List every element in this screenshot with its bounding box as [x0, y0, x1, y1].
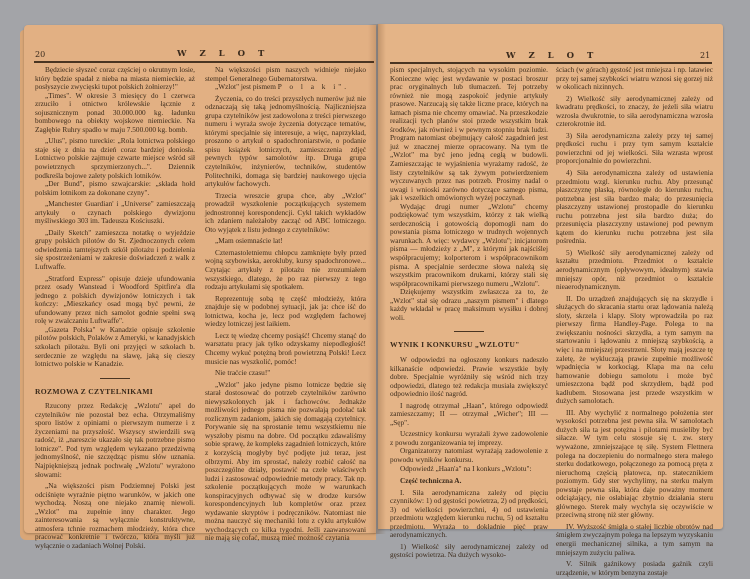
paragraph: I nagrodę otrzymał „Haan", którego odpowiedź zamieszczamy; II — otrzymał „Wicher"; III — „Sęp". — [390, 400, 548, 427]
right-page-column-2 — [556, 66, 713, 577]
paragraph: „Ulus", pismo tureckie: „Rola lotnictwa polskiego staje się z dnia na dzień coraz bardziej doniosła. Lotnictwo polskie zajmuje czwarte miejsce wśród sił powietrznych sprzymierzonych...". Dziennik podkreśla bojowe zalety polskich lotników. — [35, 136, 195, 180]
paragraph: 1) Wielkość siły aerodynamicznej zależy od gęstości powietrza. Na dużych wysoko- — [390, 541, 548, 560]
header-rule-right — [390, 62, 712, 64]
paragraph: Na większości pism naszych widnieje niejako stempel Generalnego Gubernatorstwa. — [205, 65, 366, 83]
quoted-paragraph: „Na większości pism Podziemnej Polski jest odciśnięte wyraźnie piętno warunków, w jakich one wychodzą. Noszą one niejako znamię niewoli. „Wzlot" ma zupełnie inny charakter. Jego zainteresowania są wyłącznie konstruktywne, atmosfera tchnie rozmachem młodzieży, która chce pracować konkretnie i twórczo, która myśli już wyłącznie o zadaniach Wolnej Polski. — [35, 481, 195, 550]
page-number-right: 21 — [700, 51, 711, 60]
spaced-word: P o l a k i". — [277, 82, 350, 92]
paragraph: 3) Siła aerodynamiczna zależy przy tej samej prędkości ruchu i przy tym samym kształcie powierzchni od jej wielkości. Siła wzrasta wprost proporcjonalnie do powierzchni. — [556, 130, 713, 166]
left-page-column-1 — [35, 66, 195, 550]
paragraph: I. Siła aerodynamiczna zależy od pięciu czynników: 1) od gęstości powietrza, 2) od prędkości, 3) od wielkości powierzchni, 4) od ustawienia przedmiotu względem kierunku ruchu, 5) od kształtu przedmiotu. Wyraża to dokładnie pięć praw aerodynamicznych. — [390, 487, 548, 540]
paragraph: ściach (w górach) gęstość jest mniejsza i np. latawiec przy tej samej szybkości wiatru wznosi się gorzej niż w okolicach nizinnych. — [556, 65, 713, 92]
paragraph: Odpowiedź „Haan'a" na I konkurs „Wzlotu": — [400, 463, 532, 473]
paragraph: W odpowiedzi na ogłoszony konkurs nadeszło kilkanaście odpowiedzi. Prawie wszystkie były dobre. Specjalnie wyróżniły się wśród nich trzy odpowiedzi, dlatego też redakcja musiała zwiększyć odpowiednio ilość nagród. — [390, 354, 548, 399]
paragraph: „Gazeta Polska" w Kanadzie opisuje szkolenie pilotów polskich, Polaków z Ameryki, w kanadyjskich szkołach pilotażu. Byli oni przyjęci w szkołach b. serdecznie ze względu na sławę, jaką się cieszy lotnictwo polskie w Kanadzie. — [35, 324, 195, 369]
section-divider — [100, 378, 130, 379]
paragraph: Trzecia wreszcie grupa chce, aby „Wzlot" prowadził wyszkolenie początkujących systemem jednostronnej korespondencji. Cykl takich wykładów ich zdaniem należałoby zacząć od ABC lotniczego. Oto wyjątek z listu jednego z czytelników: — [205, 190, 366, 234]
paragraph: V. Silnik gaźnikowy posiada gaźnik czyli urządzenie, w którym benzyna zostaje — [556, 559, 713, 577]
page-number-left: 20 — [35, 50, 46, 59]
left-page — [24, 25, 376, 550]
paragraph: Wydając drugi numer „Wzlotu" chcemy podziękować tym wszystkim, którzy z tak wielką serdecznością i gotowością dopomogli nam do powstania pisma lotniczego w trudnych wojennych warunkach. A więc: wydawcy „Wzlotu"; inicjatorom pisma — młodzieży z „M", z którymi jak najściślej współpracujemy; kolporterom i współpracownikom pisma. A specjalnie serdeczne słowa należą się wszystkim pracownikom drukarni, którzy stali się współpracownikami pierwszego numeru „Wzlotu". — [390, 201, 548, 288]
paragraph: 5) Wielkość siły aerodynamicznej zależy od kształtu przedmiotu. Przedmiot o kształcie aerodynamicznym (opływowym, idealnym) stawia mniejszy opór, niż przedmiot o kształcie nieaerodynamicznym. — [556, 247, 713, 292]
text: „Wzlot" jest pismem — [215, 82, 276, 92]
paragraph: Czternastoletniemu chłopcu zamknięte były przed wojną szybowiska, aerokluby, kursy spadochronowe... Czytając artykuły z pilotażu nie zrozumiałem wszystkiego, dlatego, że po raz pierwszy z tego rodzaju artykułami się spotkałem. — [205, 247, 366, 292]
running-title-right: W Z L O T — [506, 51, 599, 61]
paragraph: Życzenia, co do treści przyszłych numerów już nie odznaczają się taką jednomyślnością. Najliczniejsza grupa czytelników jest zadowolona z treści pierwszego numeru i wyraża swoje życzenia dotyczące tematów, którymi specjalnie się interesuje, a więc, naprzykład, proszono o artykuł o spadochroniarstwie, o podanie spisu książek lotniczych, zamieszczenia zdjęć pewnych typów samolotów itp. Druga grupa czytelników, inżynierów, techników, studentów Politechniki, domaga się bardziej naukowego ujęcia artykułów fachowych. — [205, 93, 366, 189]
left-page-column-2 — [205, 66, 366, 543]
paragraph — [205, 83, 366, 92]
right-page-column-1 — [390, 66, 548, 560]
paragraph: „Times". W okresie 3 miesięcy do 1 czerwca zrzuciło i otnictwo królewskie łącznie z sojusznicznym ponad 30.000.000 kg. ładunku bombowego na obiekty wojskowe niemieckie. Na Zagłębie Ruhry spadło w maju 7.500.000 kg. bomb. — [35, 90, 195, 134]
spine-gutter — [368, 24, 386, 534]
paragraph: „Daily Sketch" zamieszcza notatkę o wyjeździe grupy polskich pilotów do St. Zjednoczonych celem odwiedzenia tamtejszych szkół pilotażu i podzielenia się spostrzeżeniami w zakresie doświadczeń z walk z Luftwaffe. — [35, 227, 195, 272]
paragraph: Lecz tę wiedzę chcemy posiąść! Chcemy stanąć do warsztatu pracy jak tylko odzyskamy niepodległość! Chcemy wykuć potężną broń powietrzną Polski! Lecz musicie nas wyszkolić, pomóc! — [205, 330, 366, 366]
running-title-left: W Z L O T — [177, 49, 270, 59]
paragraph: Uczestnicy konkursu wyrażali żywe zadowolenie z powodu zorganizowania tej imprezy. — [390, 429, 548, 447]
section-divider — [454, 331, 484, 332]
paragraph: „Manchester Guardian' i „Universe" zamieszczają artykuły o czynach polskiego dywizjonu myśliwskiego 303 im. Tadeusza Kościuszki. — [35, 199, 195, 226]
paragraph: „Mam osiemnaście lat! — [215, 236, 283, 246]
paragraph: Dziękujemy wszystkim zwłaszcza za to, że „Wzlot" stał się odrazu „naszym pismem" i dlatego każdy wkładał w pracę maksimum wysiłku i dobrej woli. — [390, 287, 548, 322]
paragraph: II. Do urządzeń znajdujących się na skrzydle i służących do skracania startu oraz lądowania należą sloty, skrzela i klapy. Sloty wprowadziła po raz pierwszy firma Handley-Page. Polega to na zwiększaniu nośności skrzydła, a tym samym na startowaniu i lądowaniu z mniejszą szybkością, a więc i na mniejszej przestrzeni. Sloty mają jeszcze tę zaletę, że wykluczają prawie zupełnie możliwość wpadnięcia w korkociąg. Klapa ma na celu hamowanie dobiegu samolotu i może być umieszczona bądź pod skrzydłem, bądź pod kadłubem. Stosowana jest przede wszystkim w dużych samolotach. — [556, 293, 713, 406]
section-heading-rozmowa: ROZMOWA Z CZYTELNIKAMI — [35, 386, 153, 396]
paragraph: 2) Wielkość siły aerodynamicznej zależy od kwadratu prędkości, to znaczy, że jeżeli siła wiatru wzrosła dwukrotnie, to siła aerodynamiczna wzrosła czterokrotnie itd. — [556, 93, 713, 129]
subheading-technical: Część techniczna A. — [400, 476, 462, 486]
right-page — [378, 24, 723, 577]
paragraph: Reprezentuję sobą tę część młodzieży, która znajduje się w podobnej sytuacji, jak ja: chce iść do lotnictwa, kocha je, lecz pod względem fachowej wiedzy lotniczej jest laikiem. — [205, 293, 366, 329]
paragraph: III. Aby wychylić z normalnego położenia ster wysokości potrzebna jest pewna siła. W samolotach dużych siła ta jest potężna i pilotami musieliby być siłacze. W tym celu stosuje się t. zw. stery wyważone, zmniejszające tę siłę. System Flettnera polega na doczepieniu do normalnego stera małego sterku dodatkowego, połączonego za pomocą pręta z nieruchomą częścią płatowca, np. statecznikiem poziomym. Gdy ster wychylimy, na sterku małym powstaje pewna siła, która daje poważny moment odciążający, nie osłabiając zbytnio działania steru głównego. Sterek mały wychyla się oczywiście w przeciwną stronę niż ster główny. — [556, 407, 713, 520]
section-heading-konkurs: WYNIK I KONKURSU „WZLOTU" — [390, 340, 520, 350]
paragraph: Organizatorzy natomiast wyrażają zadowolenie z powodu wyników konkursu. — [390, 446, 548, 464]
paragraph: „Wzlot" jako jedyne pismo lotnicze będzie się starał dostosować do potrzeb czytelników zarówno niewyszkolonych jak i fachowców. Jednakże możliwości jednego pisma nie pozwalają podołać tak rozlicznym zadaniom, jakich się domagają czytelnicy. Porywanie się na sprostanie temu wszystkiemu nie wyszłoby pismu na dobre. Od początku zdawaliśmy sobie sprawę, że kompleks zagadnień lotniczych, które z korzyścią mogłyby być podjęte już teraz, jest olbrzymi. Aby im sprostać, należy rozbić całość na poszczególne działy, postawić na czele właściwych ludzi i zastosować odpowiednie metody pracy. Tak np. szkolenie początkujących może w warunkach konspiracyjnych odbywać się w drodze kursów korespondencyjnych lub kompletów oraz przez wydawanie skryptów i podręczników. Natomiast nie można nauczyć się mechaniki lotu z cyklu artykułów wychodzących co kilka tygodni. Jeśli zaawansowani nie mają się cofać, muszą mieć możność czytania — [205, 379, 366, 543]
header-rule-left — [34, 61, 374, 63]
paragraph: „Stratford Express" opisuje dzieje ufundowania przez osady Wanstead i Woodford Spitfire'a dla jednego z polskich dywizjonów lotniczych i tak kończy: „Mieszkańcy osad mogą być pewni, że ufundowany przez nich samolot godnie spełni swą rolę w zwalczaniu Luftwaffe". — [35, 273, 195, 326]
paragraph: Rzucony przez Redakcję „Wzlotu" apel do czytelników nie pozostał bez echa. Otrzymaliśmy sporo listów z opiniami o pierwszym numerze i z życzeniami na przyszłość. Wszyscy stwierdzili swą radość, iż „nareszcie ukazało się tak potrzebne pismo lotnicze". Pod tym względem wykazano przedziwną jednomyślność, nie szczędząc pismu słów uznania. Najpiękniejszą jednak pochwałę „Wzlotu" wyrażono słowami: — [35, 401, 195, 479]
paragraph: Będziecie słyszeć coraz częściej o okrutnym losie, który będzie spadał z nieba na miasta niemieckie, aż posłyszycie zwycięski tupot polskich żołnierzy!" — [35, 65, 195, 92]
paragraph: Nie traćcie czasu!" — [215, 368, 271, 378]
paragraph: IV. Wyższość śmigła o stałej liczbie obrotów nad śmigłem zwyczajnym polega na lepszym wyzyskaniu energii mechanicznej silnika, a tym samym na mniejszym zużyciu paliwa. — [556, 521, 713, 557]
paragraph: 4) Siła aerodynamiczna zależy od ustawienia przedmiotu wzgl. kierunku ruchu. Aby przesunąć płaszczyznę płaską, równoległe do kierunku ruchu, potrzebna jest siła bardzo mała; do przesunięcia płaszczyzny ustawionej prostopadle do kierunku ruchu potrzebna jest siła bardzo duża; do przesunięcia płaszczyzny ustawionej pod pewnym kątem do kierunku ruchu potrzebna jest siła pośrednia. — [556, 168, 713, 246]
paragraph: „Der Bund", pismo szwajcarskie: „składa hołd polskim lotnikom za dokonane czyny". — [35, 179, 195, 197]
paragraph: pism specjalnych, stojących na wysokim poziomie. Konieczne więc jest wydawanie w postaci broszur prac oryginalnych lub tłumaczeń. Tej potrzeby również nie mogą zaspokoić jedynie artykuły prasowe. Narzucają się także liczne prace, których na łamach pisma nie chcemy omawiać. Na przeszkodzie realizacji tych planów stoi przede wszystkim brak środków, jak również i w pewnym stopniu brak ludzi. Program natomiast obejmujący całość zagadnień jest już w znacznej mierze opracowany. Na tym tle „Wzlot" ma być jeno jedną cegłą w budowli. Zamieszczając te wyjaśnienia wyrażamy radość, że listy czytelników są tak żywym potwierdzeniem wyczuwanych przez nas potrzeb. Prosimy nadal o uwagi i wnioski zarówno dotyczące samego pisma, jak i wszelkich omówionych wyżej poczynań. — [390, 65, 548, 203]
